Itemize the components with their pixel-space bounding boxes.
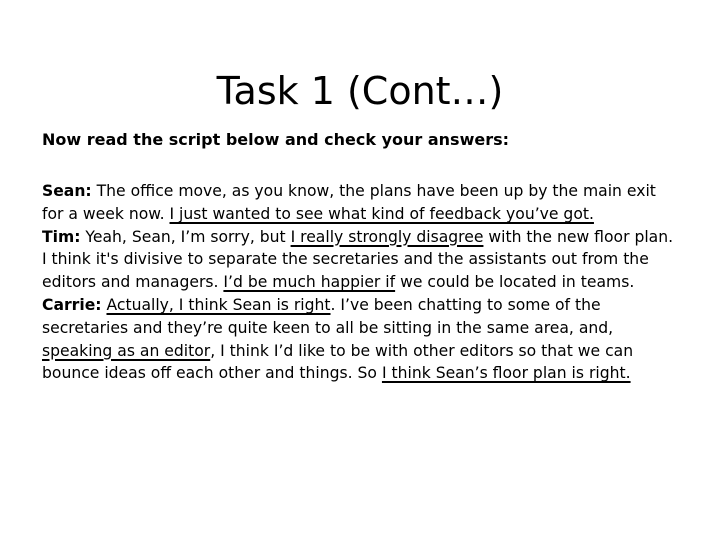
speaker-name: Carrie: (42, 295, 102, 314)
dialogue-text: we could be located in teams. (395, 273, 635, 292)
dialogue-line (42, 226, 682, 294)
dialogue-text: , I think I’d like to be with other editors so that we can bounce ideas off each other and things. So (42, 341, 634, 383)
slide-title: Task 1 (Cont…) (216, 69, 504, 114)
useful-phrase: I think Sean’s floor plan is right. (381, 364, 631, 383)
dialogue-line (42, 294, 682, 385)
useful-phrase: Actually, I think Sean is right (106, 295, 331, 314)
dialogue-text: . I’ve been chatting to some of the secretaries and they’re quite keen to all be sitting in the same area, and, (42, 295, 614, 337)
useful-phrase: speaking as an editor (42, 341, 211, 360)
dialogue-text: The office move, as you know, the plans have been up by the main exit for a week now. (42, 182, 656, 223)
instruction-text: Now read the script below and check your answers: (42, 130, 510, 149)
speaker-name: Tim: (42, 227, 81, 246)
dialogue-line (42, 180, 682, 226)
dialogue-text: Yeah, Sean, I’m sorry, but (80, 227, 291, 246)
useful-phrase: I just wanted to see what kind of feedback you’ve got. (169, 204, 594, 223)
dialogue-text: with the new floor plan. I think it's divisive to separate the secretaries and the assistants out from the editors and managers. (42, 227, 674, 292)
useful-phrase: I really strongly disagree (290, 227, 484, 246)
useful-phrase: I’d be much happier if (223, 273, 396, 292)
dialogue-script (42, 180, 682, 385)
speaker-name: Sean: (42, 182, 92, 200)
